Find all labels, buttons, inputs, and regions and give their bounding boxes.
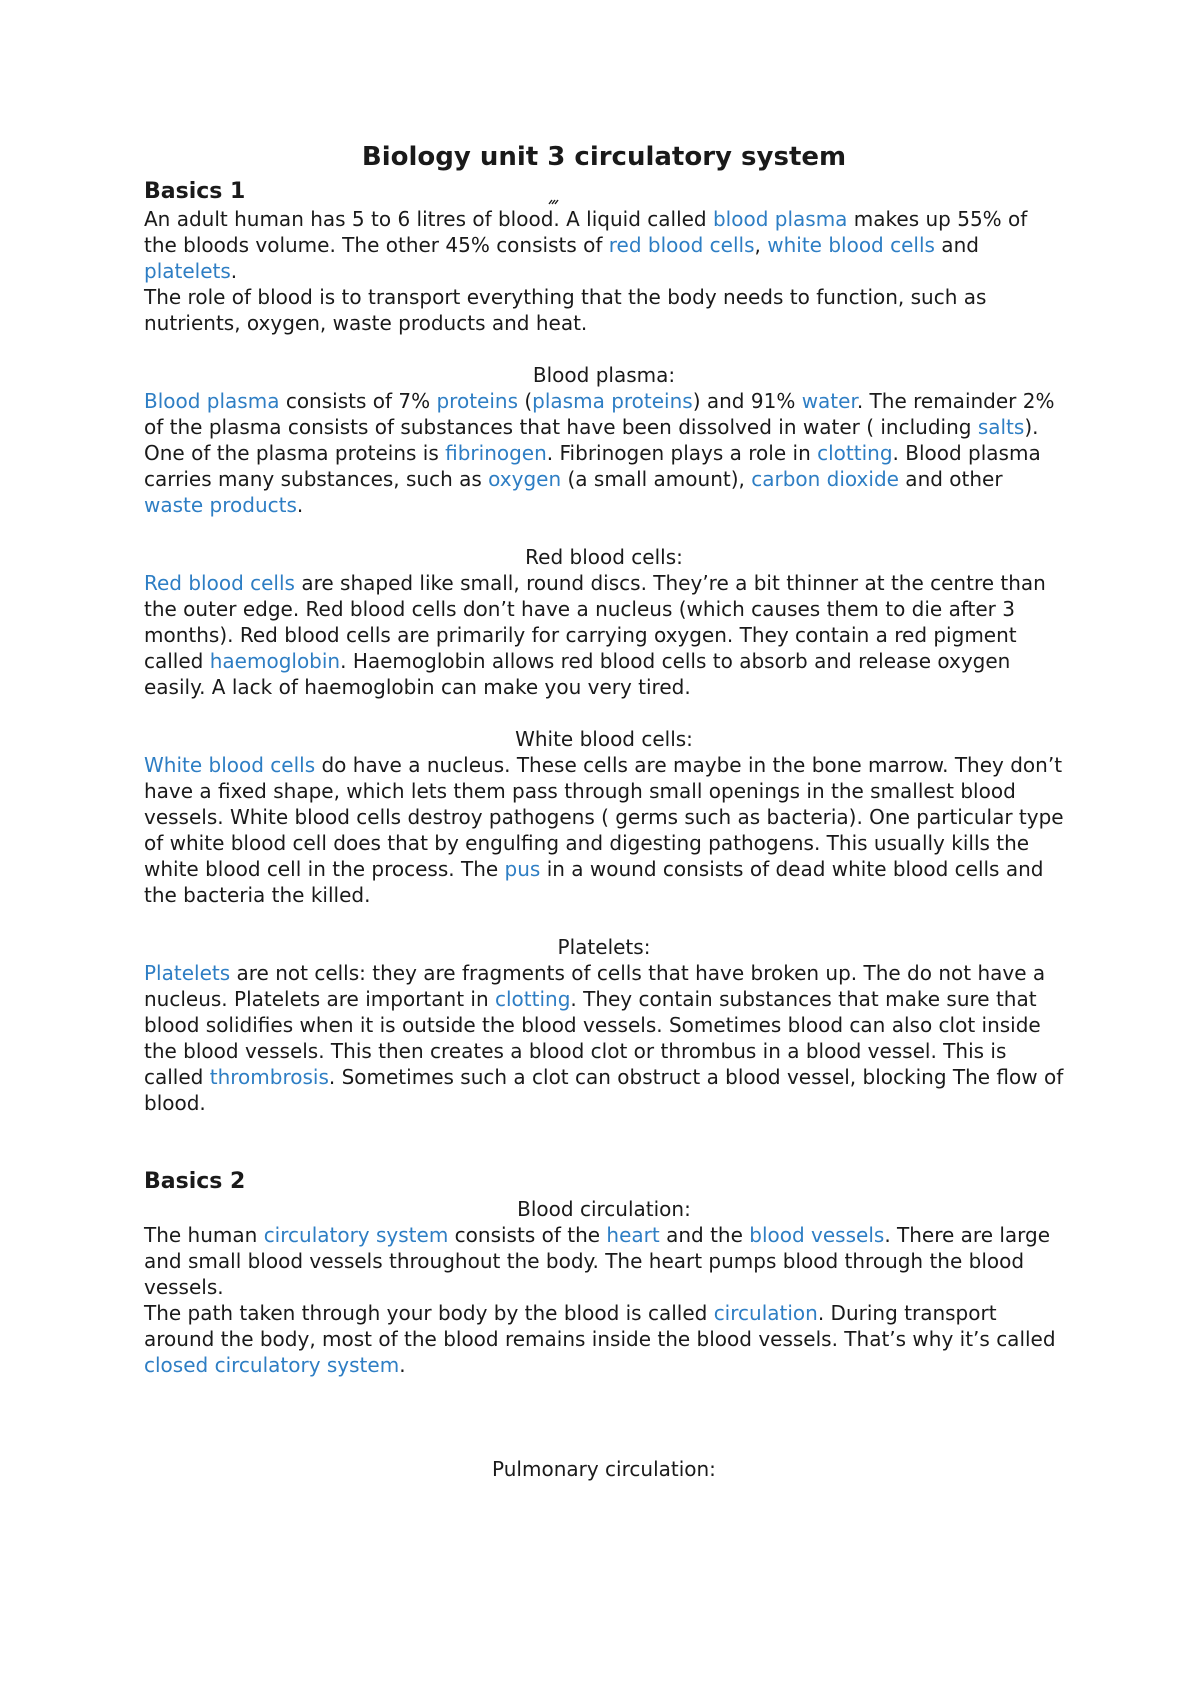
subheading-platelets: Platelets:	[557, 935, 651, 959]
subheading-red-blood-cells: Red blood cells:	[525, 545, 683, 569]
keyword-term: carbon dioxide	[751, 467, 899, 491]
text-run: . They contain substances that make sure that blood solidifies when it is outside the blood vessels. Sometimes blood can also clot inside the blood vessels. This then creates a blood clot or thrombus in a blood vessel. This is called	[144, 987, 1041, 1089]
text-run: (a small amount),	[561, 467, 752, 491]
keyword-term: pus	[504, 857, 541, 881]
text-run: consists of 7%	[279, 389, 437, 413]
text-run: ).	[1024, 415, 1039, 439]
paragraph-white-blood-cells	[144, 752, 1064, 908]
text-run: in a wound consists of dead white blood cells and the bacteria the killed.	[144, 857, 1044, 907]
text-run: and	[934, 233, 979, 257]
text-run: ) and 91%	[692, 389, 802, 413]
text-run: (	[518, 389, 533, 413]
text-run: are not cells: they are fragments of cells that have broken up. The do not have a nucleus. Platelets are important in	[144, 961, 1046, 1011]
text-run: . Haemoglobin allows red blood cells to absorb and release oxygen easily. A lack of haemoglobin can make you very tired.	[144, 649, 1011, 699]
paragraph-plasma-1	[144, 388, 1064, 440]
keyword-term: waste products	[144, 493, 297, 517]
text-run: The path taken through your body by the blood is called	[144, 1301, 714, 1325]
subheading-pulmonary-circulation: Pulmonary circulation:	[492, 1457, 716, 1481]
paragraph-red-blood-cells	[144, 570, 1064, 700]
keyword-term: blood plasma	[712, 207, 848, 231]
keyword-term: salts	[977, 415, 1025, 439]
comment-mark-icon	[548, 198, 560, 208]
keyword-term: circulation	[713, 1301, 818, 1325]
keyword-term: haemoglobin	[209, 649, 341, 673]
text-run: . There are large and small blood vessels throughout the body. The heart pumps blood through the blood vessels.	[144, 1223, 1051, 1299]
keyword-term: water	[801, 389, 857, 413]
text-run: ,	[754, 233, 768, 257]
heading-basics-2: Basics 2	[144, 1169, 246, 1194]
paragraph-platelets	[144, 960, 1064, 1116]
text-run: An adult human has 5 to 6 litres of blood.	[144, 207, 560, 231]
keyword-term: closed circulatory system	[144, 1353, 400, 1377]
document-body	[144, 140, 1064, 1482]
keyword-term: circulatory system	[263, 1223, 449, 1247]
text-run: . The remainder 2% of the plasma consists of substances that have been dissolved in water ( including	[144, 389, 1055, 439]
text-run: .	[399, 1353, 406, 1377]
text-run: . Fibrinogen plays a role in	[546, 441, 818, 465]
paragraph-intro	[144, 206, 1064, 284]
keyword-term: proteins	[436, 389, 518, 413]
keyword-term: White blood cells	[144, 753, 316, 777]
keyword-term: platelets	[144, 259, 231, 283]
keyword-term: clotting	[817, 441, 893, 465]
subheading-blood-plasma: Blood plasma:	[532, 363, 676, 387]
keyword-term: thrombrosis	[209, 1065, 329, 1089]
keyword-term: red blood cells	[608, 233, 755, 257]
text-run: and other	[898, 467, 1003, 491]
text-run: are shaped like small, round discs. They’re a bit thinner at the centre than the outer edge. Red blood cells don’t have a nucleus (which causes them to die after 3 months). Red blood cells are primarily for carrying oxygen. They contain a red pigment called	[144, 571, 1046, 673]
text-run: One of the plasma proteins is	[144, 441, 446, 465]
text-run: and the	[659, 1223, 750, 1247]
text-run: .	[230, 259, 238, 283]
keyword-term: oxygen	[488, 467, 562, 491]
text-run: .	[296, 493, 304, 517]
text-run: . Blood plasma carries many substances, such as	[144, 441, 1041, 491]
text-run: A liquid called	[559, 207, 713, 231]
subheading-blood-circulation: Blood circulation:	[517, 1197, 691, 1221]
text-run: . During transport around the body, most of the blood remains inside the blood vessels. That’s why it’s called	[144, 1301, 1056, 1351]
keyword-term: fibrinogen	[445, 441, 547, 465]
paragraph-plasma-2	[144, 440, 1064, 518]
text-run: consists of the	[448, 1223, 607, 1247]
subheading-white-blood-cells: White blood cells:	[515, 727, 693, 751]
keyword-term: blood vessels	[749, 1223, 885, 1247]
paragraph-role: The role of blood is to transport everything that the body needs to function, such as nutrients, oxygen, waste products and heat.	[144, 285, 987, 335]
keyword-term: Platelets	[144, 961, 231, 985]
text-run: do have a nucleus. These cells are maybe in the bone marrow. They don’t have a fixed shape, which lets them pass through small openings in the smallest blood vessels. White blood cells destroy pathogens ( germs such as bacteria). One particular type of white blood cell does that by engulfing and digesting pathogens. This usually kills the white blood cell in the process. The	[144, 753, 1064, 881]
text-run: The human	[144, 1223, 264, 1247]
document-title: Biology unit 3 circulatory system	[361, 142, 847, 172]
text-run: makes up 55% of the bloods volume. The other 45% consists of	[144, 207, 1028, 257]
keyword-term: Red blood cells	[144, 571, 295, 595]
keyword-term: plasma proteins	[532, 389, 693, 413]
heading-basics-1: Basics 1	[144, 179, 246, 204]
paragraph-circulation-1	[144, 1222, 1064, 1300]
keyword-term: Blood plasma	[144, 389, 280, 413]
text-run: . Sometimes such a clot can obstruct a blood vessel, blocking The flow of blood.	[144, 1065, 1064, 1115]
keyword-term: clotting	[494, 987, 571, 1011]
keyword-term: white blood cells	[767, 233, 935, 257]
keyword-term: heart	[606, 1223, 660, 1247]
paragraph-circulation-2	[144, 1300, 1064, 1378]
